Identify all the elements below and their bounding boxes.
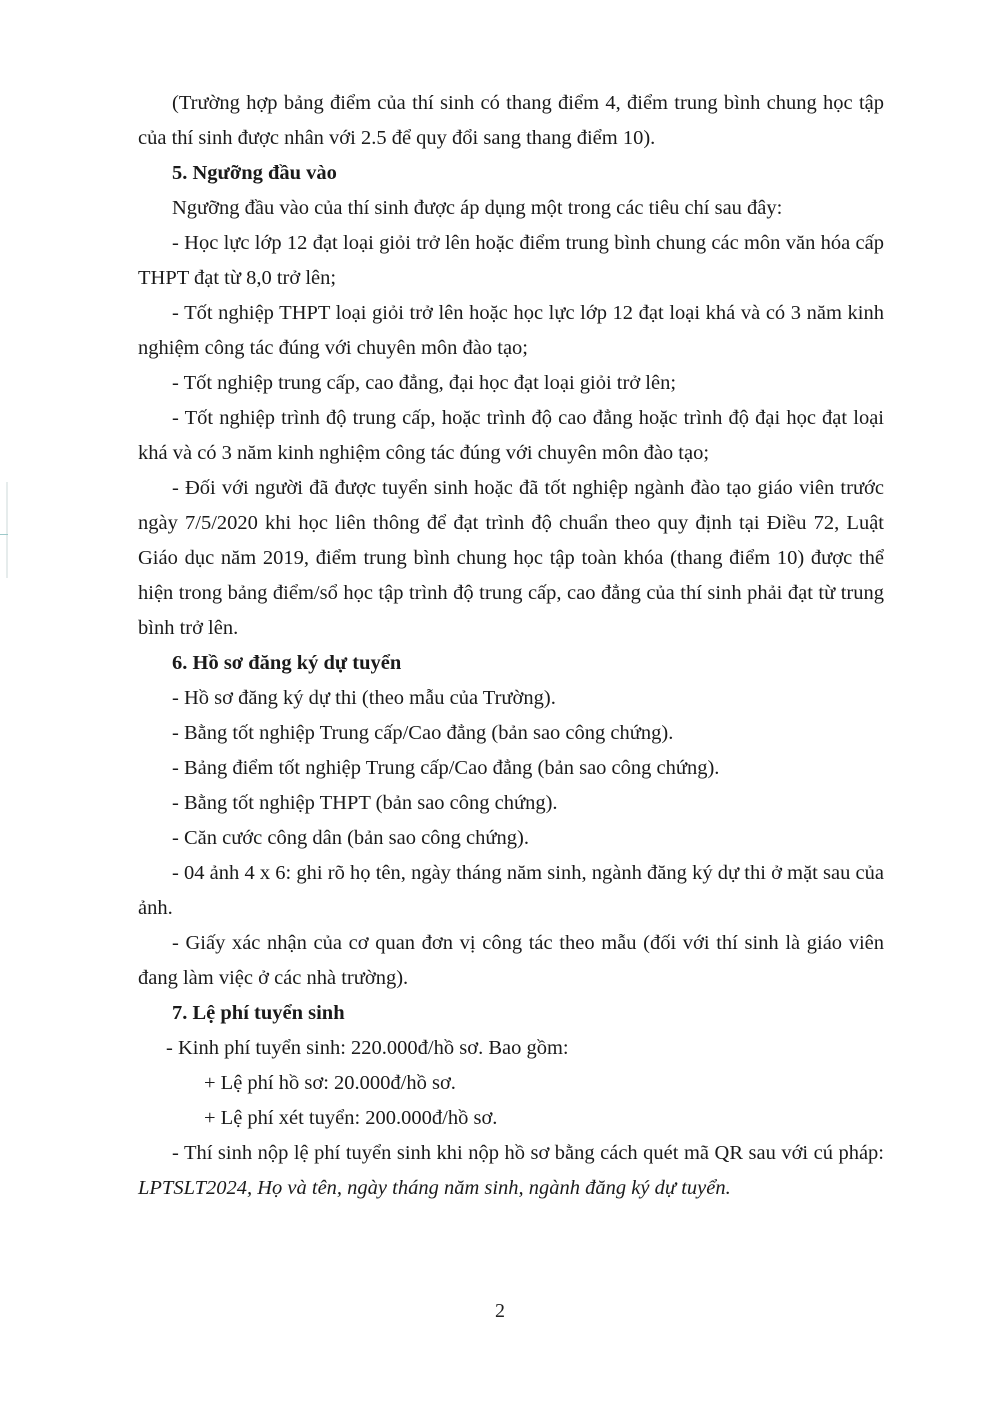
section-6-item: - Giấy xác nhận của cơ quan đơn vị công tác theo mẫu (đối với thí sinh là giáo viên đang làm việc ở các nhà trường). bbox=[138, 932, 884, 989]
section-5-item: - Tốt nghiệp trung cấp, cao đẳng, đại học đạt loại giỏi trở lên; bbox=[172, 372, 677, 394]
section-6-item: - Căn cước công dân (bản sao công chứng). bbox=[172, 827, 529, 849]
fee-item: + Lệ phí xét tuyển: 200.000đ/hồ sơ. bbox=[204, 1107, 498, 1129]
payment-instruction bbox=[138, 1136, 884, 1206]
section-6-item: - 04 ảnh 4 x 6: ghi rõ họ tên, ngày tháng năm sinh, ngành đăng ký dự thi ở mặt sau của ảnh. bbox=[138, 862, 884, 919]
section-6-item: - Bằng tốt nghiệp THPT (bản sao công chứng). bbox=[172, 792, 558, 814]
section-6-title: 6. Hồ sơ đăng ký dự tuyển bbox=[172, 652, 402, 674]
scan-margin-tick bbox=[0, 534, 8, 535]
section-5-item: - Tốt nghiệp trình độ trung cấp, hoặc trình độ cao đẳng hoặc trình độ đại học đạt loại khá và có 3 năm kinh nghiệm công tác đúng với chuyên môn đào tạo; bbox=[138, 407, 884, 464]
payment-syntax: LPTSLT2024, Họ và tên, ngày tháng năm sinh, ngành đăng ký dự tuyển. bbox=[138, 1177, 731, 1199]
page-number: 2 bbox=[495, 1300, 505, 1322]
section-5-lead: Ngưỡng đầu vào của thí sinh được áp dụng một trong các tiêu chí sau đây: bbox=[172, 197, 783, 219]
section-6-item: - Bằng tốt nghiệp Trung cấp/Cao đẳng (bản sao công chứng). bbox=[172, 722, 674, 744]
document-page bbox=[138, 86, 884, 1206]
fee-total: - Kinh phí tuyển sinh: 220.000đ/hồ sơ. Bao gồm: bbox=[166, 1037, 569, 1059]
payment-prefix: - Thí sinh nộp lệ phí tuyển sinh khi nộp hồ sơ bằng cách quét mã QR sau với cú pháp: bbox=[172, 1142, 884, 1164]
section-7-title: 7. Lệ phí tuyển sinh bbox=[172, 1002, 345, 1024]
scan-margin-mark bbox=[6, 482, 8, 578]
section-6-item: - Hồ sơ đăng ký dự thi (theo mẫu của Trường). bbox=[172, 687, 556, 709]
fee-item: + Lệ phí hồ sơ: 20.000đ/hồ sơ. bbox=[204, 1072, 456, 1094]
section-5-item: - Học lực lớp 12 đạt loại giỏi trở lên hoặc điểm trung bình chung các môn văn hóa cấp THPT đạt từ 8,0 trở lên; bbox=[138, 232, 884, 289]
intro-paragraph: (Trường hợp bảng điểm của thí sinh có thang điểm 4, điểm trung bình chung học tập của thí sinh được nhân với 2.5 để quy đổi sang thang điểm 10). bbox=[138, 92, 884, 149]
section-5-item: - Đối với người đã được tuyển sinh hoặc đã tốt nghiệp ngành đào tạo giáo viên trước ngày 7/5/2020 khi học liên thông để đạt trình độ chuẩn theo quy định tại Điều 72, Luật Giáo dục năm 2019, điểm trung bình chung học tập toàn khóa (thang điểm 10) được thể hiện trong bảng điểm/sổ học tập trình độ trung cấp, cao đẳng của thí sinh phải đạt từ trung bình trở lên. bbox=[138, 477, 884, 639]
section-5-item: - Tốt nghiệp THPT loại giỏi trở lên hoặc học lực lớp 12 đạt loại khá và có 3 năm kinh nghiệm công tác đúng với chuyên môn đào tạo; bbox=[138, 302, 884, 359]
section-5-title: 5. Ngưỡng đầu vào bbox=[172, 162, 337, 184]
section-6-item: - Bảng điểm tốt nghiệp Trung cấp/Cao đẳng (bản sao công chứng). bbox=[172, 757, 720, 779]
